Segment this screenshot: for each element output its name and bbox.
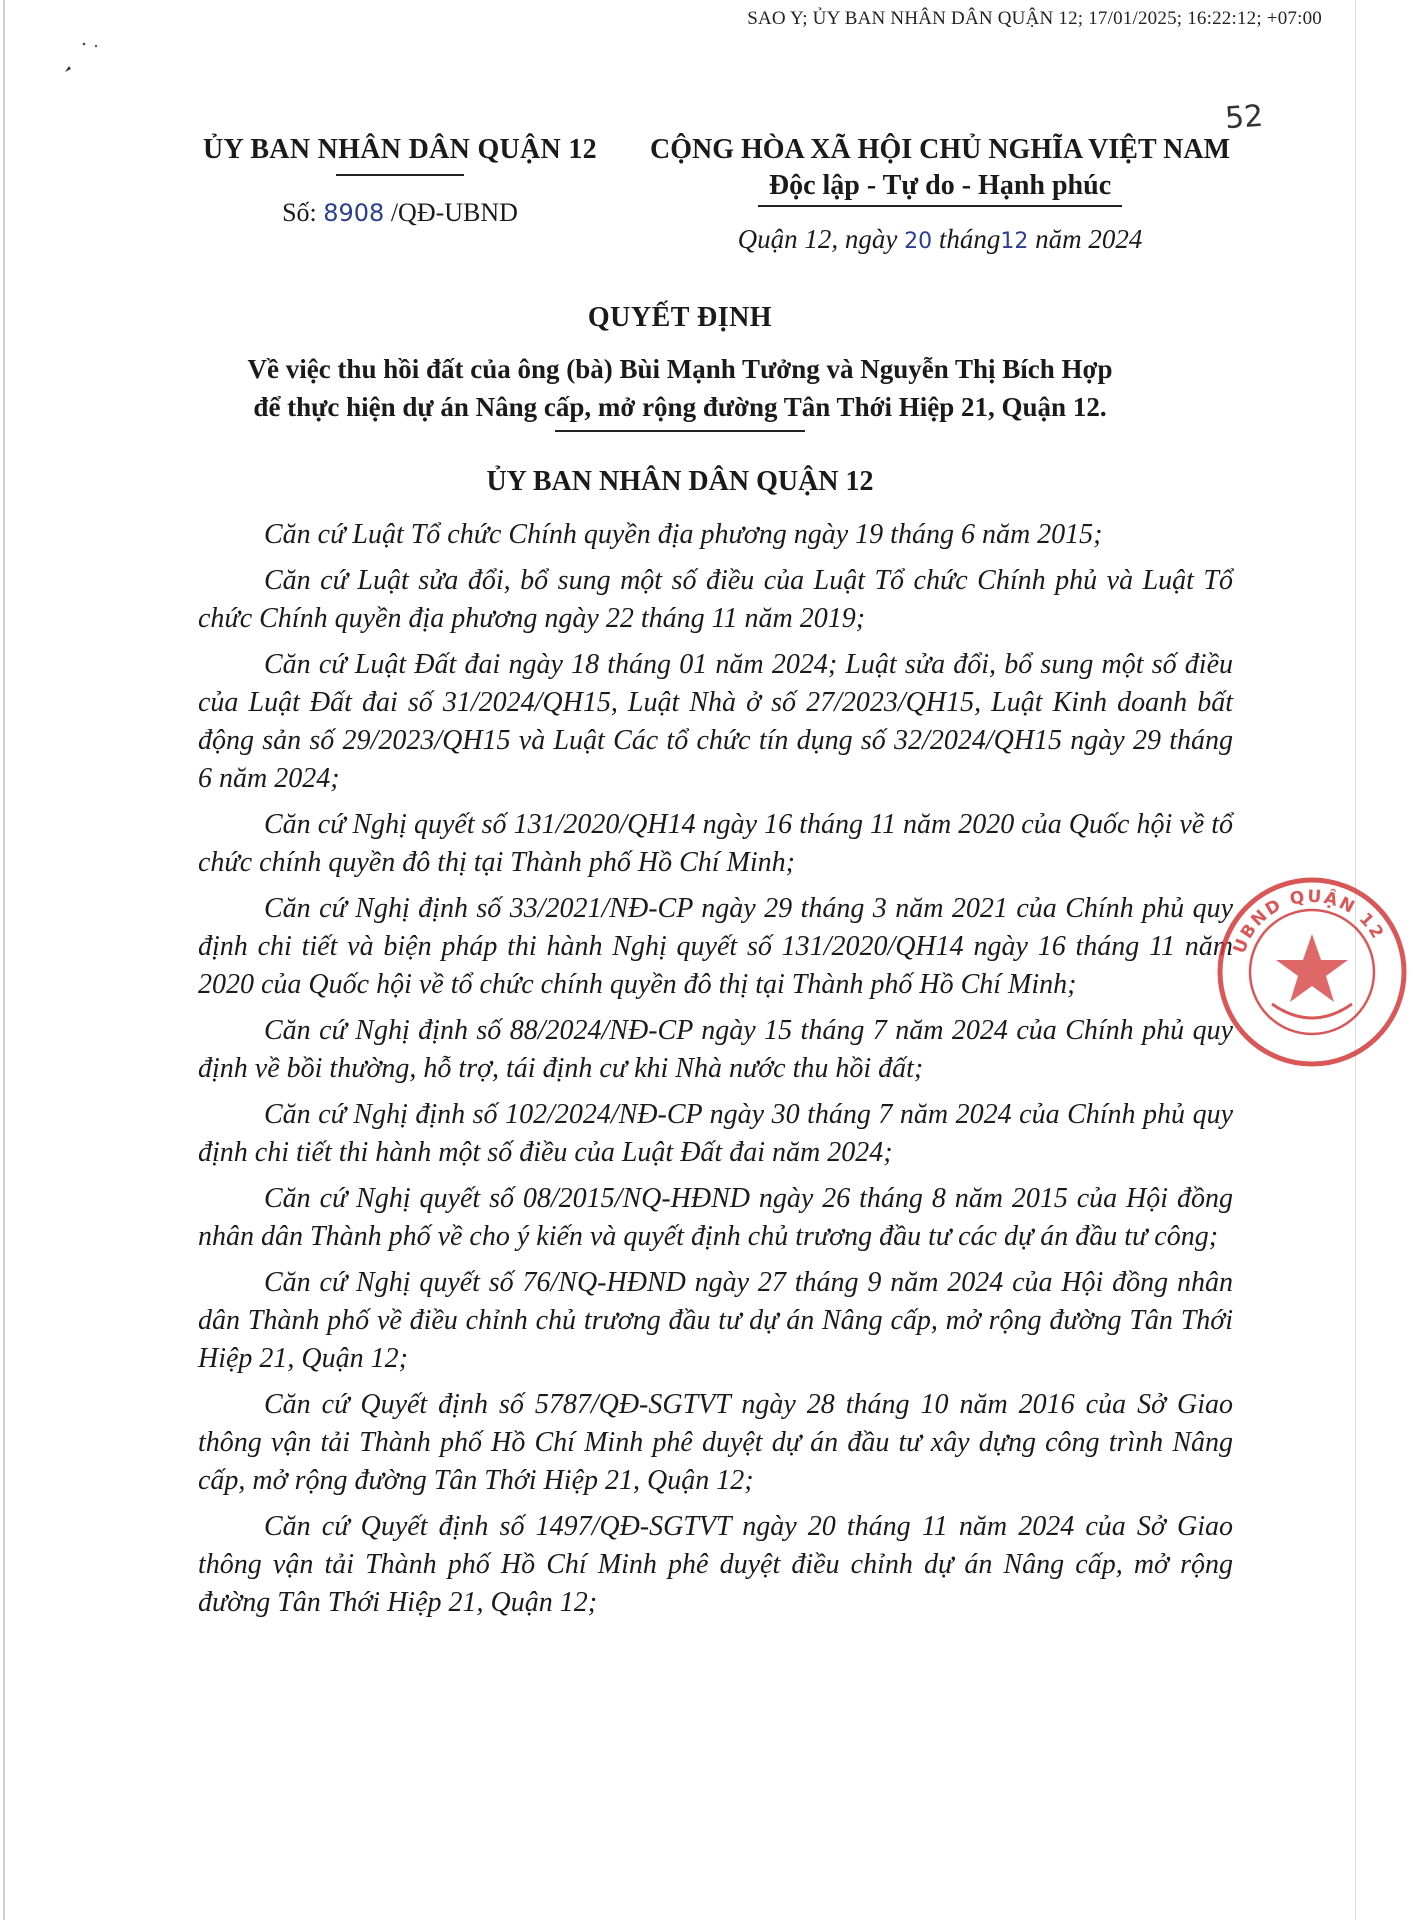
- date-year: năm 2024: [1028, 224, 1143, 254]
- legal-basis-paragraph: Căn cứ Luật Tổ chức Chính quyền địa phương ngày 19 tháng 6 năm 2015;: [264, 519, 1103, 550]
- legal-basis-paragraph: Căn cứ Nghị quyết số 76/NQ-HĐND ngày 27 tháng 9 năm 2024 của Hội đồng nhân dân Thành phố về điều chỉnh chủ trương đầu tư dự án Nâng cấp, mở rộng đường Tân Thới Hiệp 21, Quận 12;: [198, 1267, 1233, 1374]
- legal-basis-paragraph: Căn cứ Quyết định số 1497/QĐ-SGTVT ngày 20 tháng 11 năm 2024 của Sở Giao thông vận tải Thành phố Hồ Chí Minh phê duyệt điều chỉnh dự án Nâng cấp, mở rộng đường Tân Thới Hiệp 21, Quận 12;: [198, 1511, 1233, 1618]
- nation-name: CỘNG HÒA XÃ HỘI CHỦ NGHĨA VIỆT NAM: [649, 134, 1231, 165]
- number-prefix: Số:: [282, 198, 324, 227]
- subject-line-1: Về việc thu hồi đất của ông (bà) Bùi Mạnh Tưởng và Nguyễn Thị Bích Hợp: [247, 354, 1113, 384]
- legal-basis-paragraph: Căn cứ Nghị định số 33/2021/NĐ-CP ngày 29 tháng 3 năm 2021 của Chính phủ quy định chi tiết và biện pháp thi hành Nghị quyết số 131/2020/QH14 ngày 16 tháng 11 năm 2020 của Quốc hội về tổ chức chính quyền đô thị tại Thành phố Hồ Chí Minh;: [198, 893, 1233, 1000]
- number-suffix: /QĐ-UBND: [384, 198, 518, 227]
- handwritten-month: 12: [1000, 229, 1029, 254]
- handwritten-number: 8908: [323, 199, 385, 227]
- subject-line-2: để thực hiện dự án Nâng cấp, mở rộng đường Tân Thới Hiệp 21, Quận 12.: [253, 392, 1107, 422]
- legal-basis-paragraph: Căn cứ Nghị định số 88/2024/NĐ-CP ngày 15 tháng 7 năm 2024 của Chính phủ quy định về bồi thường, hỗ trợ, tái định cư khi Nhà nước thu hồi đất;: [198, 1015, 1233, 1084]
- motto-underline: [758, 205, 1122, 207]
- authority-underline: [336, 174, 464, 176]
- national-heading-block: [620, 134, 1260, 255]
- handwritten-page-number: 52: [1223, 98, 1265, 137]
- legal-basis-paragraph: Căn cứ Nghị quyết số 131/2020/QH14 ngày 16 tháng 11 năm 2020 của Quốc hội về tổ chức chính quyền đô thị tại Thành phố Hồ Chí Minh;: [198, 809, 1233, 878]
- subject-underline: [555, 430, 805, 432]
- issuing-authority-name: ỦY BAN NHÂN DÂN QUẬN 12: [203, 134, 597, 165]
- digital-copy-stamp: SAO Y; ỦY BAN NHÂN DÂN QUẬN 12; 17/01/2025; 16:22:12; +07:00: [747, 8, 1322, 29]
- official-seal: [1212, 872, 1412, 1072]
- issuing-authority-block: [190, 134, 610, 228]
- handwritten-day: 20: [904, 229, 933, 254]
- date-month-label: tháng: [932, 224, 1001, 254]
- legal-basis-paragraph: Căn cứ Luật Đất đai ngày 18 tháng 01 năm 2024; Luật sửa đổi, bổ sung một số điều của Luật Đất đai số 31/2024/QH15, Luật Nhà ở số 27/2023/QH15, Luật Kinh doanh bất động sản số 29/2023/QH15 và Luật Các tổ chức tín dụng số 32/2024/QH15 ngày 29 tháng 6 năm 2024;: [198, 649, 1233, 794]
- legal-bases: [198, 516, 1233, 1630]
- issue-date: [620, 224, 1260, 255]
- document-subject: [0, 350, 1360, 426]
- document-number: [190, 198, 610, 228]
- legal-basis-paragraph: Căn cứ Quyết định số 5787/QĐ-SGTVT ngày 28 tháng 10 năm 2016 của Sở Giao thông vận tải Thành phố Hồ Chí Minh phê duyệt dự án đầu tư xây dựng công trình Nâng cấp, mở rộng đường Tân Thới Hiệp 21, Quận 12;: [198, 1389, 1233, 1496]
- document-header: [0, 134, 1360, 254]
- legal-basis-paragraph: Căn cứ Nghị quyết số 08/2015/NQ-HĐND ngày 26 tháng 8 năm 2015 của Hội đồng nhân dân Thành phố về cho ý kiến và quyết định chủ trương đầu tư các dự án đầu tư công;: [198, 1183, 1233, 1252]
- national-motto: Độc lập - Tự do - Hạnh phúc: [768, 170, 1112, 201]
- issuer-heading: ỦY BAN NHÂN DÂN QUẬN 12: [486, 466, 874, 497]
- legal-basis-paragraph: Căn cứ Nghị định số 102/2024/NĐ-CP ngày 30 tháng 7 năm 2024 của Chính phủ quy định chi tiết thi hành một số điều của Luật Đất đai năm 2024;: [198, 1099, 1233, 1168]
- date-place: Quận 12, ngày: [737, 224, 905, 254]
- legal-basis-paragraph: Căn cứ Luật sửa đổi, bổ sung một số điều của Luật Tổ chức Chính phủ và Luật Tổ chức Chính quyền địa phương ngày 22 tháng 11 năm 2019;: [198, 565, 1233, 634]
- document-type: QUYẾT ĐỊNH: [587, 302, 773, 333]
- seal-lettering: UBND QUẬN 12: [1229, 886, 1389, 957]
- scan-specks: [60, 40, 120, 90]
- document-title-block: [0, 302, 1360, 432]
- scan-edge-left: [3, 0, 5, 1920]
